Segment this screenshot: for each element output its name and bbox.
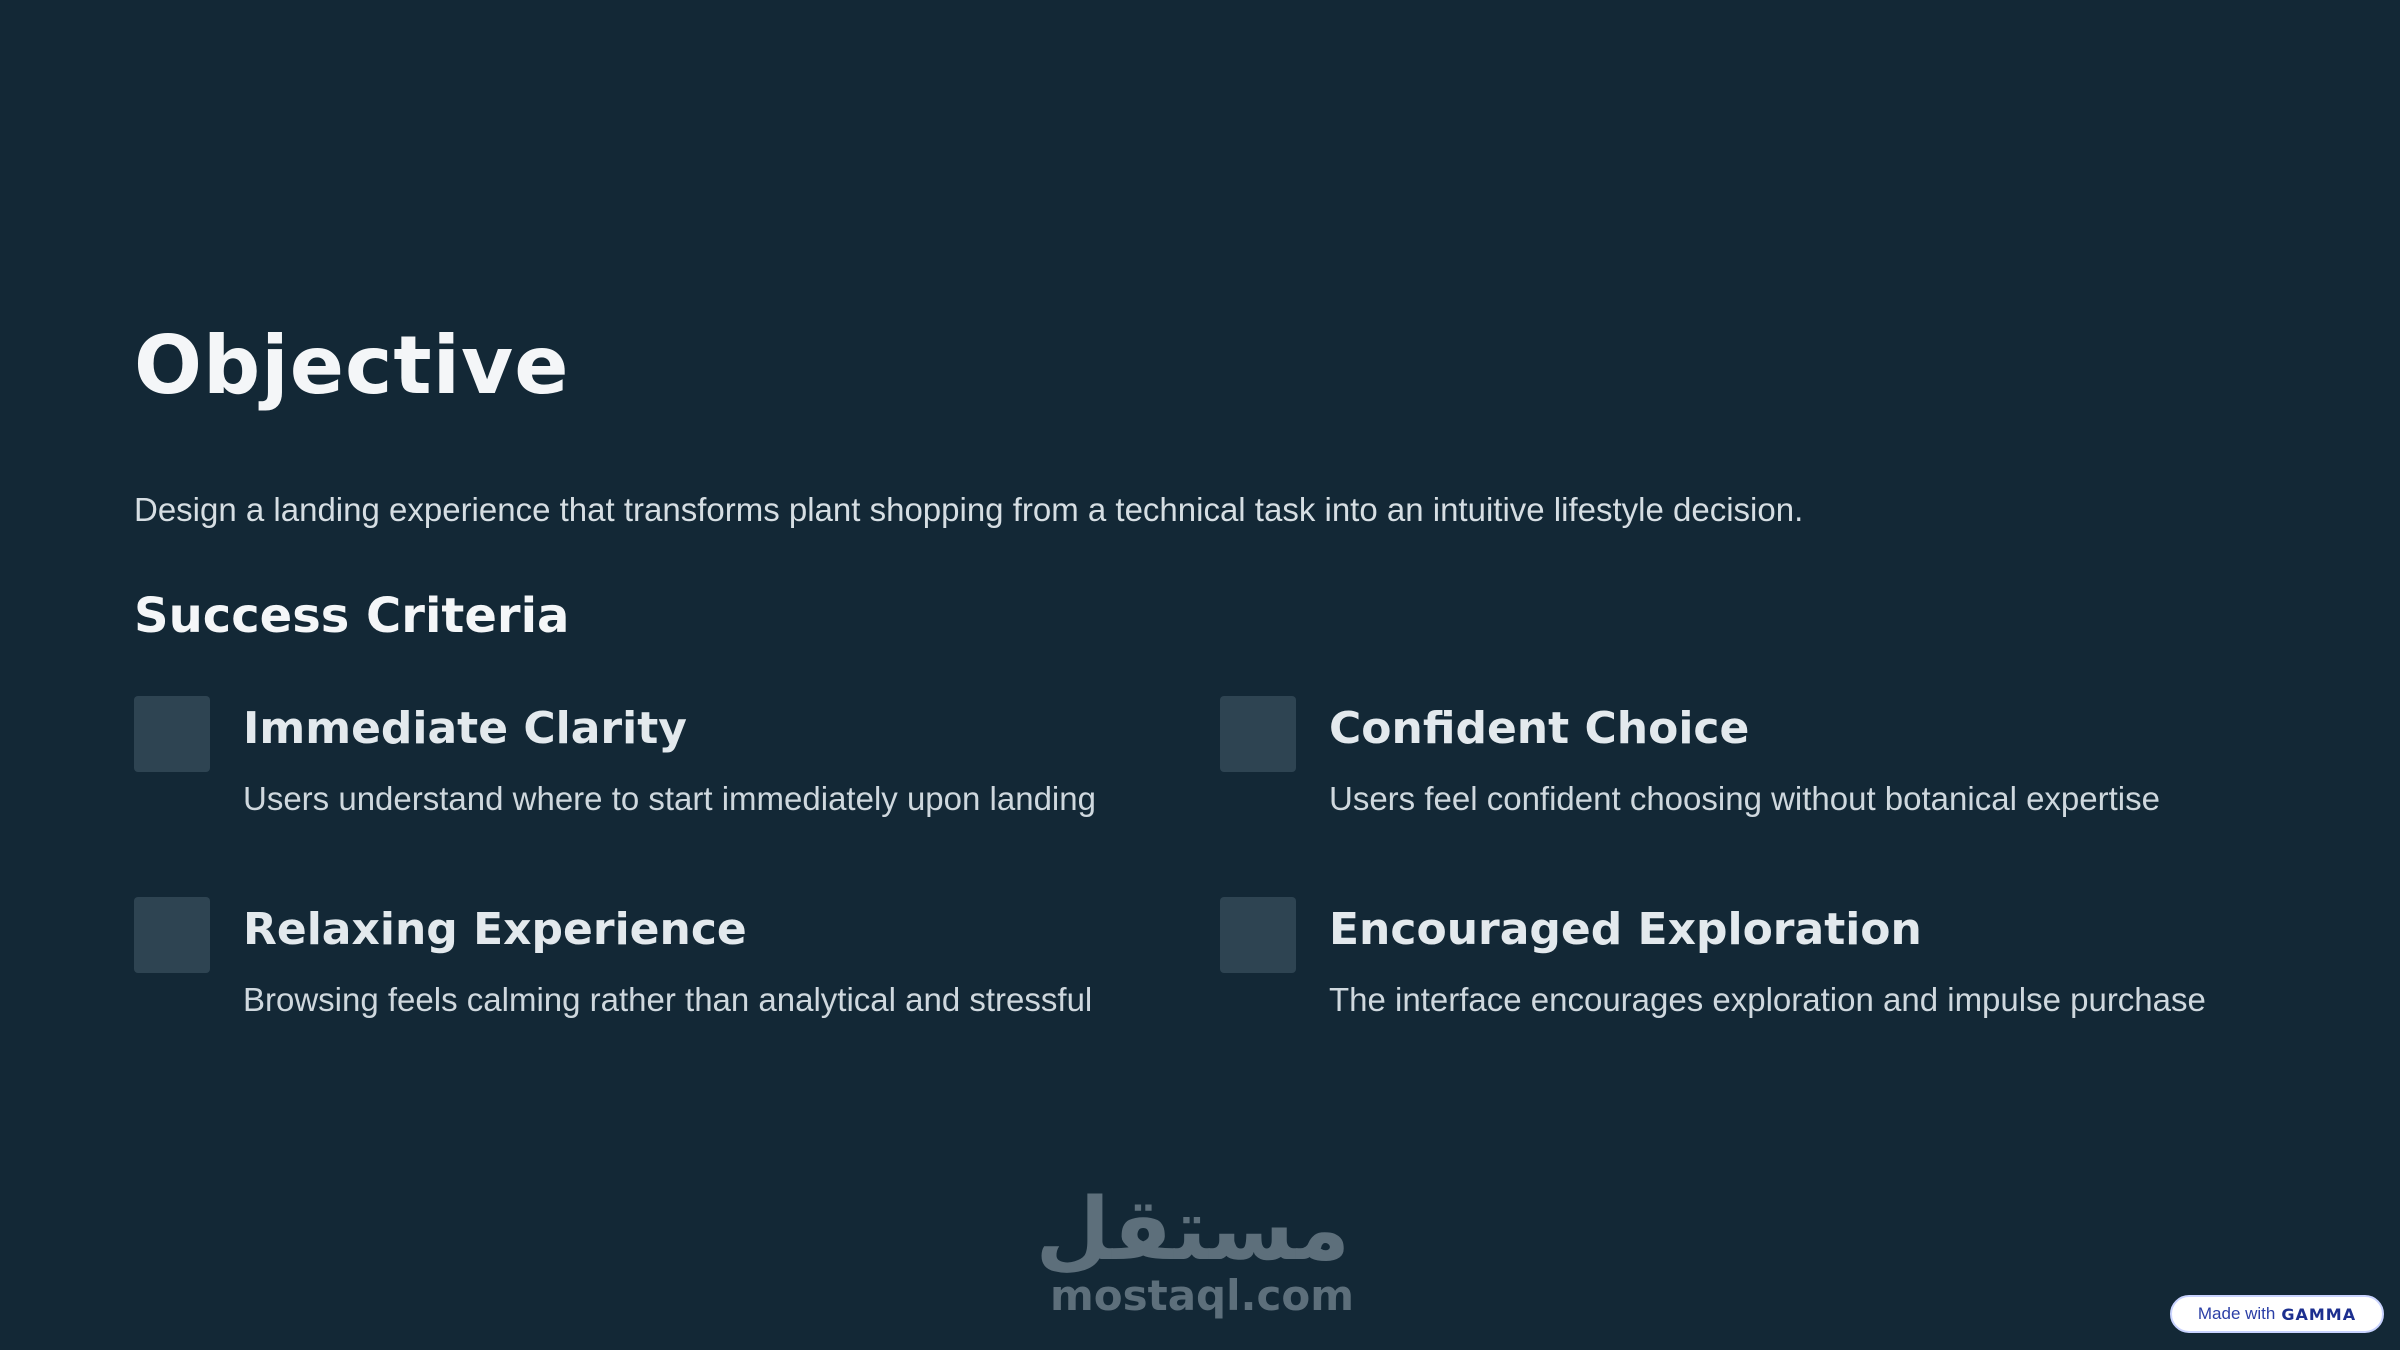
gamma-logo: GAMMA <box>2281 1304 2357 1324</box>
criterion-description: Users understand where to start immediately upon landing <box>243 780 1096 817</box>
criterion-icon-placeholder <box>1220 696 1296 772</box>
mostaql-watermark <box>1035 1180 1354 1330</box>
criterion-immediate-clarity <box>134 696 1174 846</box>
success-criteria-heading: Success Criteria <box>134 588 570 644</box>
watermark-url: mostaql.com <box>1050 1271 1354 1320</box>
criterion-description: Browsing feels calming rather than analytical and stressful <box>243 981 1093 1018</box>
objective-statement: Design a landing experience that transforms plant shopping from a technical task into an intuitive lifestyle decision. <box>134 491 1804 528</box>
criterion-icon-placeholder <box>134 897 210 973</box>
criterion-heading: Encouraged Exploration <box>1329 904 1922 955</box>
criterion-heading: Relaxing Experience <box>243 904 747 955</box>
watermark-arabic-logo: مستقل <box>1035 1180 1350 1280</box>
criterion-encouraged-exploration <box>1220 897 2260 1047</box>
badge-prefix: Made with <box>2197 1304 2276 1323</box>
criterion-description: The interface encourages exploration and impulse purchase <box>1329 981 2206 1018</box>
criterion-relaxing-experience <box>134 897 1174 1047</box>
made-with-gamma-badge[interactable] <box>2170 1295 2384 1333</box>
criterion-icon-placeholder <box>1220 897 1296 973</box>
criterion-heading: Immediate Clarity <box>243 703 687 754</box>
slide-title: Objective <box>134 319 570 412</box>
criterion-confident-choice <box>1220 696 2260 846</box>
criterion-heading: Confident Choice <box>1329 703 1750 754</box>
criterion-icon-placeholder <box>134 696 210 772</box>
criterion-description: Users feel confident choosing without botanical expertise <box>1329 780 2160 817</box>
